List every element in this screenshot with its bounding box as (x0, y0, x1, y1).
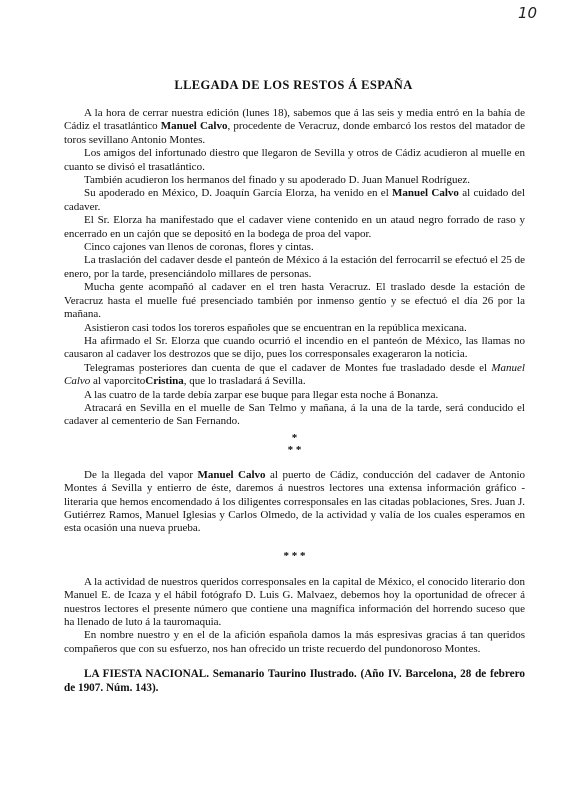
paragraph-departure: A las cuatro de la tarde debía zarpar ese buque para llegar esta noche á Bonanza. (84, 388, 439, 401)
asterism-separator: * * * (287, 431, 302, 456)
paragraph-agent: Su apoderado en México, D. Joaquín García Elorza, ha venido en el Manuel Calvo al cuidado del cadaver. (64, 187, 525, 213)
paragraph-brothers: También acudieron los hermanos del finado y su apoderado D. Juan Manuel Rodríguez. (84, 174, 470, 187)
paragraph-fire: Ha afirmado el Sr. Elorza que cuando ocurrió el incendio en el panteón de México, las llamas no causaron al cadaver los destrozos que se dijo, pues los corresponsales exageraron la noticia. (64, 334, 525, 361)
paragraph-telegrams: Telegramas posteriores dan cuenta de que el cadaver de Montes fue trasladado desde el Manuel Calvo al vaporcitoCristina, que lo trasladará á Sevilla. (64, 361, 525, 388)
paragraph-coffin: El Sr. Elorza ha manifestado que el cadaver viene contenido en un ataud negro forrado de raso y encerrado en un cajón que se depositó en la bodega de proa del vapor. (64, 214, 525, 240)
boat-name: Cristina (145, 375, 184, 388)
ship-name: Manuel Calvo (392, 187, 459, 200)
article-body (64, 107, 525, 695)
paragraph-cemetery: Atracará en Sevilla en el muelle de San Telmo y mañana, á la una de la tarde, será conducido el cadaver al cementerio de San Fernando. (64, 401, 525, 428)
ship-name: Manuel Calvo (160, 120, 228, 133)
paragraph-thanks: En nombre nuestro y en el de la afición española damos la más espresivas gracias á tan queridos compañeros que con su esfuerzo, nos han ofrecido un triste recuerdo del pundonoroso Montes. (64, 629, 525, 655)
paragraph-friends: Los amigos del infortunado diestro que llegaron de Sevilla y otros de Cádiz acudieron al muelle en cuanto se divisó el trasatlántico. (64, 147, 525, 173)
paragraph-bullfighters: Asistieron casi todos los toreros españoles que se encuentran en la república mexicana. (84, 321, 467, 334)
paragraph-correspondents: A la actividad de nuestros queridos corresponsales en la capital de México, el conocido literario don Manuel E. de Icaza y el hábil fotógrafo D. Luis G. Malvaez, debemos hoy la oportunidad de ofrecer á nuestros lectores el presente número que contiene una magnífica información del horrendo suceso que ha llenado de luto á la tauromaquia. (64, 575, 525, 628)
paragraph-train: Mucha gente acompañó al cadaver en el tren hasta Veracruz. El traslado desde la estación de Veracruz hasta el muelle fué presenciado también por inmenso gentío y se efectuó el día 26 por la mañana. (64, 281, 525, 321)
article-title: LLEGADA DE LOS RESTOS Á ESPAÑA (174, 78, 413, 92)
paragraph-coverage: De la llegada del vapor Manuel Calvo al puerto de Cádiz, conducción del cadaver de Antonio Montes á Sevilla y entierro de éste, daremos á nuestros lectores una extensa información gráfico - literaria que hemos encomendado á los diligentes corresponsales en las citadas poblaciones, Sres. Juan J. Gutiérrez Ramos, Manuel Iglesias y Carlos Olmedo, de la actividad y valía de los cuales esperamos en esta ocasión una nueva prueba. (64, 468, 525, 535)
source-citation: LA FIESTA NACIONAL. Semanario Taurino Ilustrado. (Año IV. Barcelona, 28 de febrero de 1907. Núm. 143). (64, 668, 525, 695)
page-number: 10 (518, 4, 538, 22)
paragraph-transfer: La traslación del cadaver desde el panteón de México á la estación del ferrocarril se efectuó el 25 de enero, por la tarde, presenciándolo millares de personas. (64, 254, 526, 280)
paragraph-arrival: A la hora de cerrar nuestra edición (lunes 18), sabemos que á las seis y media entró en la bahía de Cádiz el trasatlántico Manuel Calvo, procedente de Veracruz, donde embarcó los restos del matador de toros sevillano Antonio Montes. (64, 107, 526, 146)
paragraph-wreaths: Cinco cajones van llenos de coronas, flores y cintas. (84, 241, 314, 254)
ship-name: Manuel Calvo (197, 468, 266, 481)
triple-asterisk-separator: * * * (283, 549, 306, 562)
ship-name-italic: Manuel Calvo (64, 361, 525, 388)
